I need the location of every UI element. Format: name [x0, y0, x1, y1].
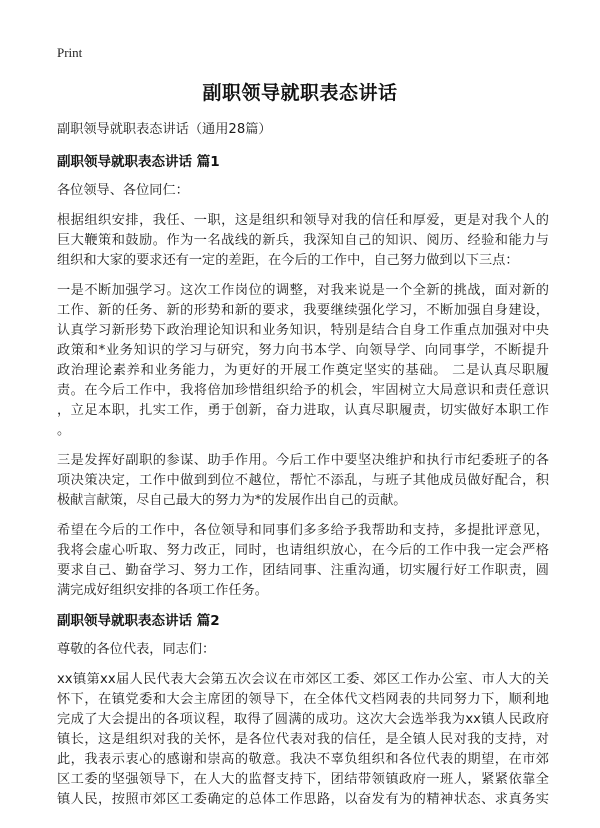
- paragraph-line: 怀下，在镇党委和大会主席团的领导下，在全体代文档网表的共同努力下，顺利地: [57, 692, 549, 707]
- print-label: Print: [57, 45, 83, 60]
- document-title: 副职领导就职表态讲话: [202, 82, 398, 104]
- paragraph-line: 根据组织安排，我任、一职，这是组织和领导对我的信任和厚爱，更是对我个人的: [57, 213, 549, 228]
- paragraph-line: ，立足本职，扎实工作，勇于创新，奋力进取，认真尽职履责，切实做好本职工作: [57, 403, 549, 418]
- section-heading-2: 副职领导就职表态讲话 篇2: [57, 613, 220, 629]
- salutation-2: 尊敬的各位代表，同志们：: [57, 642, 216, 657]
- paragraph-line: 镇长，这是组织对我的关怀，是各位代表对我的信任，是全镇人民对我的支持，对: [57, 732, 549, 747]
- paragraph-line: 我将会虚心听取、努力改正，同时，也请组织放心，在今后的工作中我一定会严格: [57, 543, 549, 558]
- paragraph-line: 一是不断加强学习。这次工作岗位的调整，对我来说是一个全新的挑战，面对新的: [57, 283, 549, 298]
- paragraph-line: 。: [57, 423, 71, 438]
- paragraph-line: xx镇第xx届人民代表大会第五次会议在市郊区工委、郊区工作办公室、市人大的关: [57, 672, 549, 687]
- paragraph-line: 认真学习新形势下政治理论知识和业务知识，特别是结合自身工作重点加强对中央: [57, 323, 549, 338]
- paragraph-line: 极献言献策，尽自己最大的努力为*的发展作出自己的贡献。: [57, 493, 407, 508]
- paragraph-line: 满完成好组织安排的各项工作任务。: [57, 583, 268, 598]
- paragraph-line: 责。在今后工作中，我将倍加珍惜组织给予的机会，牢固树立大局意识和责任意识: [57, 383, 549, 398]
- salutation-1: 各位领导、各位同仁：: [57, 183, 189, 198]
- paragraph-line: 工作、新的任务、新的形势和新的要求，我要继续强化学习，不断加强自身建设，: [57, 303, 549, 318]
- paragraph-line: 项决策决定，工作中做到到位不越位，帮忙不添乱，与班子其他成员做好配合，积: [57, 473, 549, 488]
- paragraph-line: 镇人民，按照市郊区工委确定的总体工作思路，以奋发有为的精神状态、求真务实: [57, 792, 549, 807]
- paragraph-line: 区工委的坚强领导下，在人大的监督支持下，团结带领镇政府一班人，紧紧依靠全: [57, 772, 549, 787]
- section-heading-1: 副职领导就职表态讲话 篇1: [57, 154, 220, 170]
- paragraph-line: 政策和*业务知识的学习与研究，努力向书本学、向领导学、向同事学，不断提升: [57, 343, 549, 358]
- paragraph-line: 此，我表示衷心的感谢和崇高的敬意。我决不辜负组织和各位代表的期望，在市郊: [57, 752, 549, 767]
- paragraph-line: 要求自己、勤奋学习、努力工作，团结同事、注重沟通，切实履行好工作职责，圆: [57, 563, 549, 578]
- paragraph-line: 三是发挥好副职的参谋、助手作用。今后工作中要坚决维护和执行市纪委班子的各: [57, 453, 549, 468]
- paragraph-line: 组织和大家的要求还有一定的差距，在今后的工作中，自己努力做到以下三点：: [57, 253, 519, 268]
- document-subtitle: 副职领导就职表态讲话（通用28篇）: [57, 122, 272, 137]
- paragraph-line: 希望在今后的工作中，各位领导和同事们多多给予我帮助和支持，多提批评意见，: [57, 523, 549, 538]
- paragraph-line: 政治理论素养和业务能力，为更好的开展工作奠定坚实的基础。 二是认真尽职履: [57, 363, 549, 378]
- paragraph-line: 巨大鞭策和鼓励。作为一名战线的新兵，我深知自己的知识、阅历、经验和能力与: [57, 233, 549, 248]
- paragraph-line: 完成了大会提出的各项议程，取得了圆满的成功。这次大会选举我为xx镇人民政府: [57, 712, 549, 727]
